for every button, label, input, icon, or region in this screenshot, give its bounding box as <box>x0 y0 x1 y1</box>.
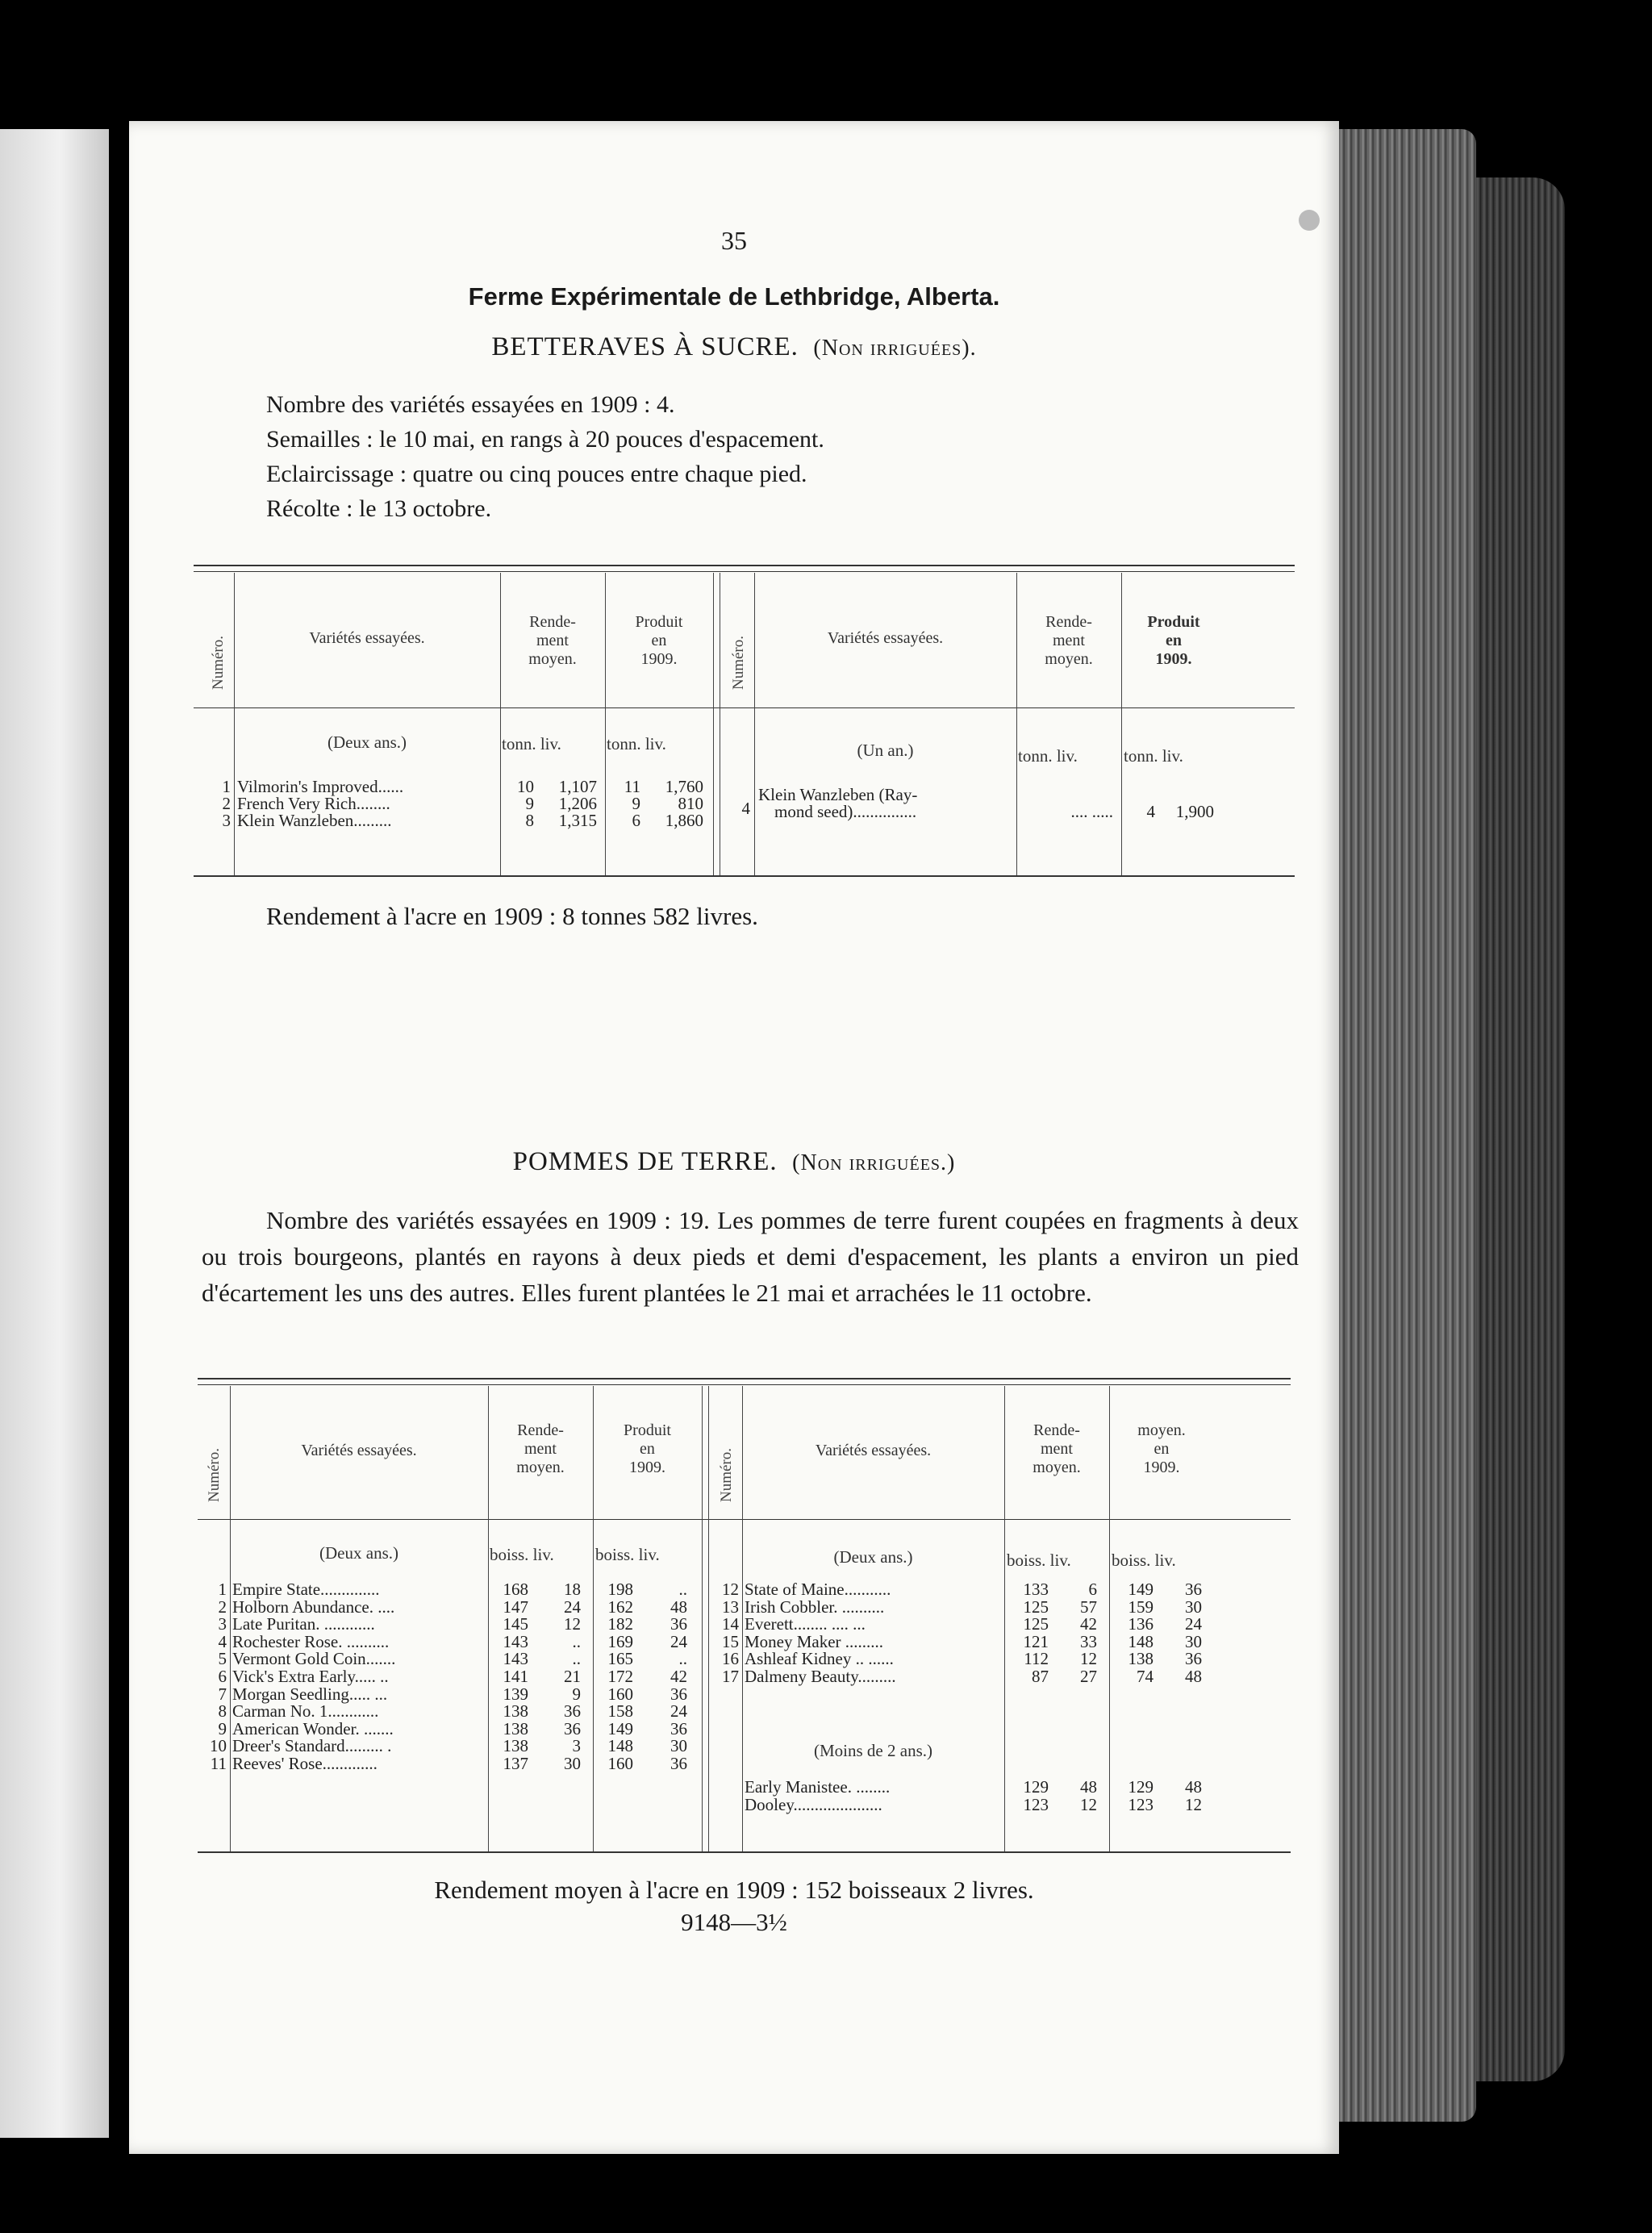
produit-boiss: 129 <box>1128 1777 1153 1797</box>
rendement-boiss: 123 <box>1023 1794 1049 1814</box>
book-fore-edge-shadow <box>1468 177 1565 2081</box>
row-number: 13 <box>722 1596 739 1617</box>
variety-name: Rochester Rose. .......... <box>232 1631 390 1651</box>
rendement-boiss: 129 <box>1023 1777 1049 1797</box>
intro-line: Semailles : le 10 mai, en rangs à 20 pouces d'espacement. <box>266 426 824 453</box>
produit-liv: .. <box>678 1580 687 1599</box>
produit-boiss: 159 <box>1128 1596 1153 1617</box>
variety-name: Dreer's Standard......... . <box>232 1736 392 1756</box>
page-header: Ferme Expérimentale de Lethbridge, Alberta. <box>468 282 1000 311</box>
rendement-boiss: 138 <box>503 1701 528 1722</box>
rendement-liv: 6 <box>1088 1580 1097 1599</box>
produit-boiss: 149 <box>1128 1580 1153 1599</box>
units-label: boiss. liv. <box>1007 1551 1071 1570</box>
produit-boiss: 123 <box>1128 1794 1153 1814</box>
rendement-boiss: 139 <box>503 1684 528 1704</box>
rendement-boiss: 145 <box>503 1614 528 1634</box>
row-number: 5 <box>218 1649 227 1669</box>
group-label: (Moins de 2 ans.) <box>814 1741 932 1760</box>
produit-boiss: 160 <box>607 1684 633 1704</box>
row-number: 4 <box>218 1631 227 1651</box>
row-number: 8 <box>218 1701 227 1722</box>
section-title-pommes <box>129 1147 1339 1177</box>
printer-signature: 9148—3½ <box>681 1908 787 1936</box>
row-number: 6 <box>218 1667 227 1686</box>
section-title-betteraves <box>129 332 1339 362</box>
produit-boiss: 169 <box>607 1631 633 1651</box>
produit-liv: 30 <box>1185 1631 1202 1651</box>
variety-name: Irish Cobbler. .......... <box>745 1596 885 1617</box>
row-number: 1 <box>218 1580 227 1599</box>
produit-liv: 36 <box>670 1754 687 1773</box>
rendement-boiss: 143 <box>503 1649 528 1669</box>
produit-liv: 42 <box>670 1667 687 1686</box>
rendement-boiss: 168 <box>503 1580 528 1599</box>
rendement-liv: 24 <box>564 1596 581 1617</box>
col-header-produit: moyen. en 1909. <box>1137 1421 1186 1476</box>
produit-liv: 12 <box>1185 1794 1202 1814</box>
col-header-numero: Numéro. <box>730 635 747 690</box>
variety-name: Money Maker ......... <box>745 1631 884 1651</box>
produit-boiss: 148 <box>1128 1631 1153 1651</box>
intro-line: Récolte : le 13 octobre. <box>266 495 492 522</box>
rendement-liv: 27 <box>1080 1667 1097 1686</box>
rendement-liv: 57 <box>1080 1596 1097 1617</box>
col-header-varietes: Variétés essayées. <box>815 1442 932 1459</box>
produit-liv: 24 <box>1185 1614 1202 1634</box>
pommes-paragraph: Nombre des variétés essayées en 1909 : 19. Les pommes de terre furent coupées en fragments à deux ou trois bourgeons, plantés en rayons à deux pieds et demi d'espacement, les plants a environ un pied d'écartement les uns des autres. Elles furent plantées le 21 mai et arrachées le 11 octobre. <box>202 1206 1299 1307</box>
produit-liv: 24 <box>670 1631 687 1651</box>
units-label: tonn. liv. <box>1124 746 1183 766</box>
rendement-liv: 9 <box>572 1684 581 1704</box>
rendement-boiss: 137 <box>503 1754 528 1773</box>
row-number: 17 <box>722 1667 739 1686</box>
col-header-rendement: Rende- ment moyen. <box>1045 613 1093 668</box>
col-header-numero: Numéro. <box>206 1447 223 1502</box>
variety-name: Morgan Seedling..... ... <box>232 1684 388 1704</box>
row-number: 11 <box>210 1754 227 1773</box>
rendement-liv: 36 <box>564 1718 581 1738</box>
group-label: (Deux ans.) <box>833 1547 913 1567</box>
rendement-liv: 36 <box>564 1701 581 1722</box>
rendement-liv: 48 <box>1080 1777 1097 1797</box>
produit-liv: 30 <box>1185 1596 1202 1617</box>
produit-boiss: 160 <box>607 1754 633 1773</box>
produit-boiss: 149 <box>607 1718 633 1738</box>
rendement-liv: 12 <box>1080 1794 1097 1814</box>
produit-liv: 36 <box>670 1614 687 1634</box>
rendement-boiss: 147 <box>503 1596 528 1617</box>
units-label: tonn. liv. <box>502 734 561 753</box>
rendement-boiss: 138 <box>503 1736 528 1756</box>
betteraves-footer: Rendement à l'acre en 1909 : 8 tonnes 582 livres. <box>266 902 758 930</box>
units-label: tonn. liv. <box>1018 746 1078 766</box>
produit-liv: 36 <box>670 1718 687 1738</box>
variety-name: Vermont Gold Coin....... <box>232 1649 396 1669</box>
rendement-liv: 12 <box>1080 1649 1097 1669</box>
variety-name: Reeves' Rose............. <box>232 1754 378 1773</box>
col-header-rendement: Rende- ment moyen. <box>528 613 577 668</box>
row-number: 2 <box>218 1596 227 1617</box>
group-label: (Deux ans.) <box>319 1543 398 1563</box>
variety-name: Everett........ .... ... <box>745 1614 866 1634</box>
intro-line: Eclaircissage : quatre ou cinq pouces entre chaque pied. <box>266 461 807 487</box>
rendement-liv: 42 <box>1080 1614 1097 1634</box>
produit-boiss: 162 <box>607 1596 633 1617</box>
variety-name: Dalmeny Beauty......... <box>745 1667 896 1686</box>
rendement-boiss: 138 <box>503 1718 528 1738</box>
book-fore-edge <box>1339 129 1476 2122</box>
col-header-numero: Numéro. <box>210 635 227 690</box>
produit-boiss: 158 <box>607 1701 633 1722</box>
produit-boiss: 74 <box>1137 1667 1153 1686</box>
produit-liv: .. <box>678 1649 687 1669</box>
produit-boiss: 136 <box>1128 1614 1153 1634</box>
group-label: (Un an.) <box>857 741 914 760</box>
rendement-liv: 33 <box>1080 1631 1097 1651</box>
rendement-liv: .. <box>572 1649 581 1669</box>
col-header-produit: Produit en 1909. <box>1147 613 1200 668</box>
pommes-footer: Rendement moyen à l'acre en 1909 : 152 boisseaux 2 livres. <box>434 1876 1034 1904</box>
rendement-boiss: 121 <box>1023 1631 1049 1651</box>
produit-liv: 48 <box>1185 1777 1202 1797</box>
col-header-rendement: Rende- ment moyen. <box>1032 1421 1081 1476</box>
variety-name: State of Maine........... <box>745 1580 891 1599</box>
produit-boiss: 165 <box>607 1649 633 1669</box>
variety-name: Holborn Abundance. .... <box>232 1596 395 1617</box>
document-page: 35 Ferme Expérimentale de Lethbridge, Alberta. BETTERAVES À SUCRE. (Non irriguées). Nombre des variétés essayées en 1909 : 4. Semailles : le 10 mai, en rangs à 20 pouces d'espacement. Eclaircissage : quatre ou cinq pouces entre chaque pied. Récolte : le 13 octobre. Numéro. Variétés essayées. Rende- ment moyen. Produit en 1909. Numéro. Variétés essayées. Rende- ment moyen. Produit en 1909. (Deux ans.) tonn. liv. tonn. liv. (Un an.) tonn. liv. tonn. liv. 1 Vilmorin's Improved...... 10 1,107 11 1,760 2 French Very Rich........ 9 1,206 9 810 3 Klein Wanzleben......... 8 1,315 6 1,860 4 Klein Wanzleben (Ray- mond seed)............... .... ..... 4 1,900 Rendement à l'acre en 1909 : 8 tonnes 582 livres. POMMES DE TERRE. (Non irriguées.) Nombre des variétés essayées en 1909 : 19. Les pommes de terre furent coupées en fragments à deux ou trois bourgeons, plantés en rayons à deux pieds et demi d'espacement, les plants a environ un pied d'écartement les uns des autres. Elles furent plantées le 21 mai et arrachées le 11 octobre. Numéro. Variétés essayées. Rende- ment moyen. Produit en 1909. Numéro. Variétés essayées. Rende- ment moyen. moyen. en 1909. (Deux ans.) boiss. liv. boiss. liv. (Deux ans.) boiss. liv. boiss. liv. (Moins de 2 ans.) 1 Empire State.............. 168 18 198 .. 2 Holborn Abundance. .... 147 24 162 48 3 Late Puritan. ............ 145 12 182 36 4 Rochester Rose. .......... 143 .. 169 24 5 Vermont Gold Coin....... 143 .. 165 .. 6 Vick's Extra Early..... .. 141 21 172 42 7 Morgan Seedling..... ... 139 9 160 36 8 Carman No. 1............ 138 36 158 24 9 American Wonder. ....... 138 36 149 36 10 Dreer's Standard......... . 138 3 148 30 11 Reeves' Rose............. 137 30 160 36 12 State of Maine........... 133 6 149 36 13 Irish Cobbler. .......... 125 57 159 30 14 Everett........ .... ... 125 42 136 24 15 Money Maker ......... 121 33 148 30 16 Ashleaf Kidney .. ...... 112 12 138 36 17 Dalmeny Beauty......... 87 27 74 48 Early Manistee. ........ 129 48 129 48 Dooley..................... 123 12 123 12 Rendement moyen à l'acre en 1909 : 152 boisseaux 2 livres. 9148—3½ <box>129 121 1339 2154</box>
rendement-boiss: 133 <box>1023 1580 1049 1599</box>
produit-liv: 24 <box>670 1701 687 1722</box>
adjacent-page-edge <box>0 129 109 2138</box>
variety-name: Vick's Extra Early..... .. <box>232 1667 389 1686</box>
rendement-liv: 18 <box>564 1580 581 1599</box>
row-number: 10 <box>210 1736 227 1756</box>
produit-liv: 36 <box>1185 1580 1202 1599</box>
produit-boiss: 198 <box>607 1580 633 1599</box>
row-number: 9 <box>218 1718 227 1738</box>
col-header-numero: Numéro. <box>718 1447 735 1502</box>
variety-name: Empire State.............. <box>232 1580 380 1599</box>
rendement-liv: 3 <box>572 1736 581 1756</box>
rendement-boiss: 87 <box>1032 1667 1049 1686</box>
variety-name: Early Manistee. ........ <box>745 1777 891 1797</box>
produit-liv: 48 <box>670 1596 687 1617</box>
col-header-rendement: Rende- ment moyen. <box>516 1421 565 1476</box>
produit-liv: 48 <box>1185 1667 1202 1686</box>
units-label: boiss. liv. <box>490 1545 554 1564</box>
col-header-varietes: Variétés essayées. <box>309 629 425 647</box>
page-number: 35 <box>721 226 747 255</box>
produit-boiss: 172 <box>607 1667 633 1686</box>
produit-liv: 36 <box>1185 1649 1202 1669</box>
row-number: 12 <box>722 1580 739 1599</box>
rendement-boiss: 141 <box>503 1667 528 1686</box>
section-title-text: BETTERAVES À SUCRE. <box>491 332 799 361</box>
rendement-boiss: 125 <box>1023 1614 1049 1634</box>
row-number: 3 <box>218 1614 227 1634</box>
produit-liv: 36 <box>670 1684 687 1704</box>
row-number: 16 <box>722 1649 739 1669</box>
produit-boiss: 182 <box>607 1614 633 1634</box>
produit-liv: 30 <box>670 1736 687 1756</box>
section-title-note: (Non irriguées.) <box>792 1150 956 1175</box>
rendement-liv: .. <box>572 1631 581 1651</box>
variety-name: Late Puritan. ............ <box>232 1614 375 1634</box>
rendement-boiss: 125 <box>1023 1596 1049 1617</box>
variety-name: American Wonder. ....... <box>232 1718 394 1738</box>
col-header-produit: Produit en 1909. <box>635 613 683 668</box>
units-label: boiss. liv. <box>595 1545 660 1564</box>
rendement-liv: 30 <box>564 1754 581 1773</box>
rendement-boiss: 112 <box>1024 1649 1049 1669</box>
variety-name: Carman No. 1............ <box>232 1701 379 1722</box>
intro-line: Nombre des variétés essayées en 1909 : 4. <box>266 391 675 418</box>
col-header-varietes: Variétés essayées. <box>301 1442 417 1459</box>
units-label: boiss. liv. <box>1112 1551 1176 1570</box>
group-label: (Deux ans.) <box>327 733 407 752</box>
rendement-liv: 12 <box>564 1614 581 1634</box>
rendement-liv: 21 <box>564 1667 581 1686</box>
col-header-produit: Produit en 1909. <box>624 1421 671 1476</box>
section-title-text: POMMES DE TERRE. <box>512 1147 778 1176</box>
produit-boiss: 138 <box>1128 1649 1153 1669</box>
rendement-boiss: 143 <box>503 1631 528 1651</box>
variety-name: Ashleaf Kidney .. ...... <box>745 1649 894 1669</box>
row-number: 14 <box>722 1614 739 1634</box>
units-label: tonn. liv. <box>607 734 666 753</box>
row-number: 15 <box>722 1631 739 1651</box>
section-title-note: (Non irriguées). <box>813 336 977 361</box>
row-number: 7 <box>218 1684 227 1704</box>
col-header-varietes: Variétés essayées. <box>827 629 944 647</box>
variety-name: Dooley..................... <box>745 1794 882 1814</box>
produit-boiss: 148 <box>607 1736 633 1756</box>
